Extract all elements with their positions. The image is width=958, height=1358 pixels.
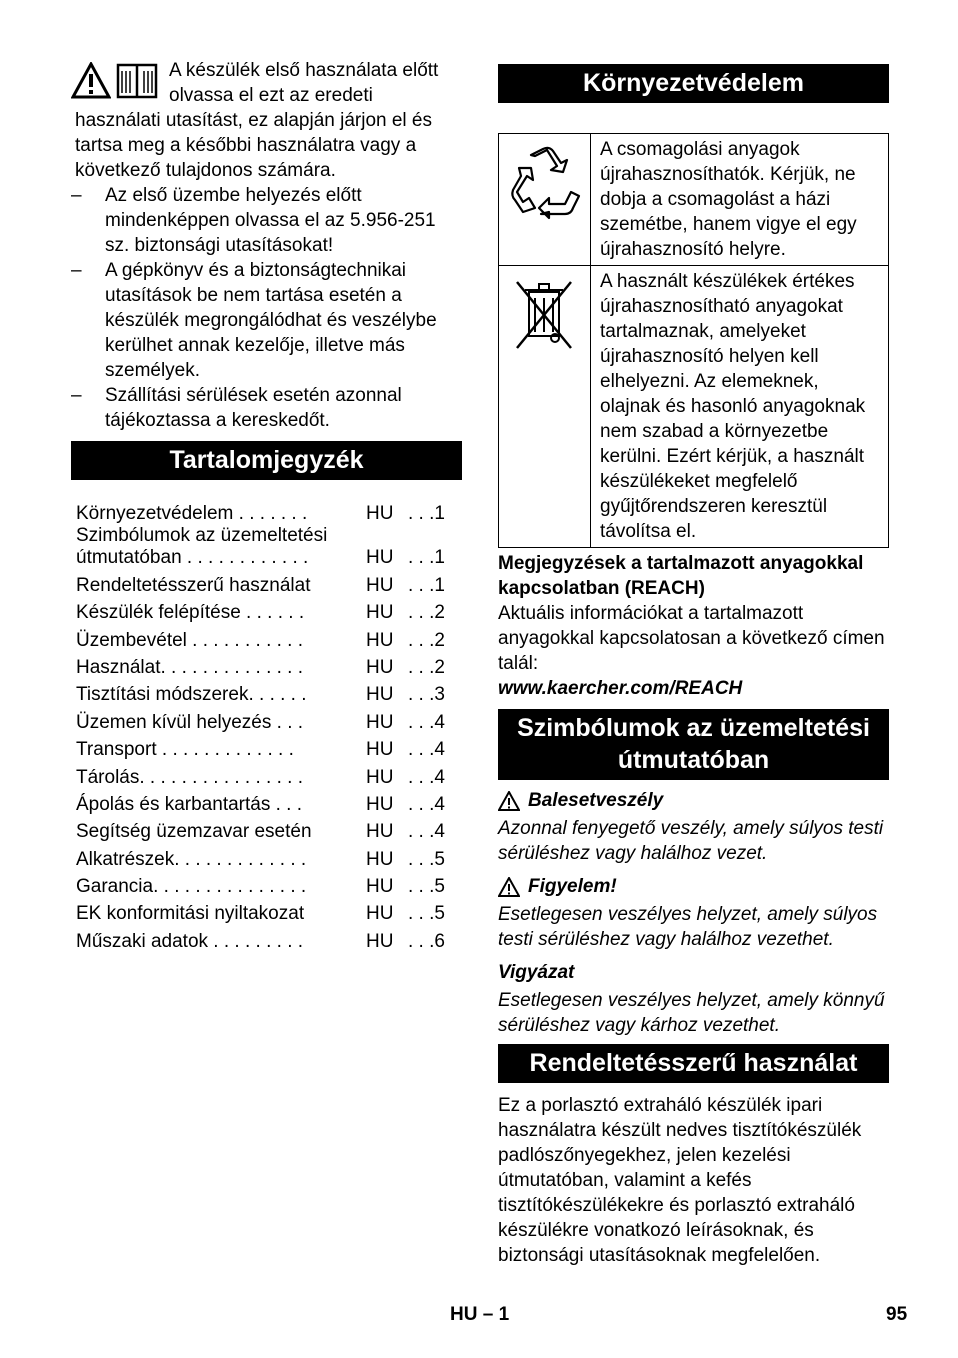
right-column — [498, 58, 889, 1268]
caution-title: Vigyázat — [498, 962, 575, 983]
warning-title-label: Figyelem! — [528, 876, 617, 897]
list-item: – Szállítási sérülések esetén azonnal tájékoztassa a kereskedőt. — [71, 383, 462, 433]
table-row — [499, 134, 889, 266]
toc-entry-title: Szimbólumok az üzemeltetési útmutatóban . . . . . . . . . . . . — [76, 525, 328, 569]
toc-entry-lang: HU — [366, 503, 394, 525]
toc-entry-page: . . .3 — [408, 684, 445, 706]
toc-row — [71, 679, 462, 706]
toc-entry-page: . . .5 — [408, 903, 445, 925]
caution-text: Esetlegesen veszélyes helyzet, amely könnyű sérüléshez vagy kárhoz vezethet. — [498, 990, 885, 1036]
safety-notes-list — [71, 183, 462, 433]
toc-entry-lang: HU — [366, 711, 394, 733]
toc-row — [71, 597, 462, 624]
toc-entry-page: . . .4 — [408, 711, 445, 733]
toc-row — [71, 789, 462, 816]
symbols-heading-line2: útmutatóban — [617, 746, 770, 774]
toc-entry-page: . . .4 — [408, 766, 445, 788]
toc-entry-title: EK konformitási nyiltakozat — [76, 903, 305, 925]
left-column — [71, 58, 462, 953]
intro-text: A készülék első használata előtt olvassa el ezt az eredeti használati utasítást, ez alapján járjon el és tartsa meg a későbbi használatra vagy a következő tulajdonos számára. — [75, 60, 439, 181]
footer-page-number: 95 — [886, 1304, 908, 1325]
toc-row — [71, 843, 462, 870]
toc-entry-lang: HU — [366, 821, 394, 843]
toc-entry-page: . . .4 — [408, 821, 445, 843]
toc-row — [71, 816, 462, 843]
toc-entry-title: Környezetvédelem . . . . . . . — [76, 503, 308, 525]
toc-entry-lang: HU — [366, 656, 394, 678]
crossed-bin-icon — [499, 266, 591, 548]
toc-entry-page: . . .6 — [408, 930, 445, 952]
toc-entry-title: Üzemen kívül helyezés . . . — [76, 711, 304, 733]
danger-title-label: Balesetveszély — [528, 790, 664, 811]
intended-use-heading: Rendeltetésszerű használat — [498, 1044, 889, 1083]
toc-entry-lang: HU — [366, 547, 394, 569]
table-row — [499, 266, 889, 548]
toc-entry-title: Ápolás és karbantartás . . . — [76, 793, 303, 815]
toc-entry-title: Tisztítási módszerek. . . . . . — [76, 684, 307, 706]
toc-row — [71, 652, 462, 679]
toc-entry-lang: HU — [366, 684, 394, 706]
warning-triangle-icon — [498, 791, 520, 811]
danger-title — [498, 788, 889, 813]
reach-link[interactable]: www.kaercher.com/REACH — [498, 678, 743, 699]
environment-table — [498, 133, 889, 548]
list-item: – Az első üzembe helyezés előtt mindenképpen olvassa el az 5.956-251 sz. biztonsági utasításokat! — [71, 183, 462, 258]
toc-entry-page: . . .2 — [408, 656, 445, 678]
toc-entry-page: . . .4 — [408, 793, 445, 815]
toc-entry-title: Műszaki adatok . . . . . . . . . — [76, 930, 304, 952]
toc-entry-title: Segítség üzemzavar esetén — [76, 821, 312, 843]
toc-row — [71, 871, 462, 898]
warning-title — [498, 874, 889, 899]
toc-row — [71, 569, 462, 596]
intended-use-text: Ez a porlasztó extraháló készülék ipari használatra készült nedves tisztítókészülék padlószőnyegekhez, jelen kezelési útmutatóban, valamint a kefés tisztítókészülékekre és porlasztó extraháló készülékre vonatkozó leírásoknak, és biztonsági utasításoknak megfelelően. — [498, 1095, 862, 1266]
symbols-heading — [498, 709, 889, 780]
toc-entry-title: Üzembevétel . . . . . . . . . . . — [76, 629, 304, 651]
toc-entry-lang: HU — [366, 903, 394, 925]
toc-entry-lang: HU — [366, 848, 394, 870]
toc-entry-title: Használat. . . . . . . . . . . . . . — [76, 656, 304, 678]
toc-entry-page: . . .4 — [408, 739, 445, 761]
toc-entry-title: Rendeltetésszerű használat — [76, 574, 311, 596]
toc-row — [71, 734, 462, 761]
recycling-icon — [499, 134, 591, 266]
toc-entry-page: . . .1 — [408, 503, 445, 525]
toc-entry-page: . . .1 — [408, 547, 445, 569]
toc-entry-lang: HU — [366, 766, 394, 788]
reach-text: Aktuális információkat a tartalmazott anyagokkal kapcsolatosan a következő címen talál: — [498, 603, 885, 674]
toc-entry-page: . . .2 — [408, 629, 445, 651]
environment-heading: Környezetvédelem — [498, 64, 889, 103]
toc-row — [71, 898, 462, 925]
danger-text: Azonnal fenyegető veszély, amely súlyos testi sérüléshez vagy halálhoz vezet. — [498, 818, 884, 864]
toc-row — [71, 498, 462, 525]
toc-row — [71, 624, 462, 651]
symbols-heading-line1: Szimbólumok az üzemeltetési — [517, 714, 870, 742]
toc-entry-lang: HU — [366, 574, 394, 596]
intro-icons — [71, 62, 163, 104]
footer-section-label: HU – 1 — [450, 1304, 510, 1325]
manual-book-icon — [115, 62, 159, 104]
toc-entry-title: Készülék felépítése . . . . . . — [76, 602, 305, 624]
disposal-text: A használt készülékek értékes újrahasznosítható anyagokat tartalmaznak, amelyeket újrahasznosító helyen kell elhelyezni. Az elemeknek, olajnak és hasonló anyagoknak nem szabad a környezetbe kerülni. Ezért kérjük, a használt készülékeket megfelelő gyűjtőrendszeren keresztül távolítsa el. — [591, 266, 889, 548]
toc-entry-page: . . .5 — [408, 876, 445, 898]
toc-row — [71, 706, 462, 733]
table-of-contents — [71, 498, 462, 953]
toc-entry-page: . . .5 — [408, 848, 445, 870]
toc-entry-title: Garancia. . . . . . . . . . . . . . . — [76, 876, 307, 898]
toc-entry-page: . . .1 — [408, 574, 445, 596]
toc-row — [71, 525, 462, 569]
toc-heading: Tartalomjegyzék — [71, 441, 462, 480]
toc-entry-title: Transport . . . . . . . . . . . . . — [76, 739, 294, 761]
toc-entry-page: . . .2 — [408, 602, 445, 624]
reach-title: Megjegyzések a tartalmazott anyagokkal kapcsolatban (REACH) — [498, 553, 864, 599]
recycling-text: A csomagolási anyagok újrahasznosíthatók. Kérjük, ne dobja a csomagolást a házi szemétbe, hanem vigye el egy újrahasznosító helyre. — [591, 134, 889, 266]
list-item: – A gépkönyv és a biztonságtechnikai utasítások be nem tartása esetén a készülék megrongálódhat és veszélybe kerülhet annak kezelője, illetve más személyek. — [71, 258, 462, 383]
warning-triangle-icon — [498, 877, 520, 897]
warning-triangle-icon — [71, 62, 111, 104]
intro-block — [71, 58, 462, 183]
toc-entry-lang: HU — [366, 930, 394, 952]
toc-entry-lang: HU — [366, 629, 394, 651]
toc-entry-lang: HU — [366, 602, 394, 624]
warning-text: Esetlegesen veszélyes helyzet, amely súlyos testi sérüléshez vagy halálhoz vezethet. — [498, 904, 878, 950]
toc-entry-lang: HU — [366, 793, 394, 815]
toc-row — [71, 925, 462, 952]
toc-row — [71, 761, 462, 788]
toc-entry-title: Tárolás. . . . . . . . . . . . . . . . — [76, 766, 303, 788]
toc-entry-title: Alkatrészek. . . . . . . . . . . . . — [76, 848, 307, 870]
toc-entry-lang: HU — [366, 739, 394, 761]
toc-entry-lang: HU — [366, 876, 394, 898]
